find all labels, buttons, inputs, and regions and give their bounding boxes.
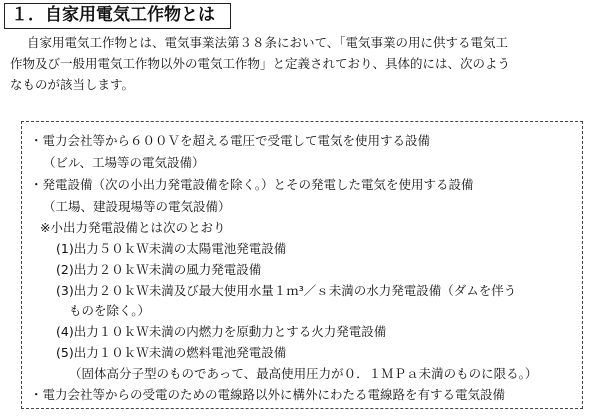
list-item: (5)出力１０ｋＷ未満の燃料電池発電設備 <box>56 345 287 360</box>
list-item: (3)出力２０ｋＷ未満及び最大使用水量１ｍ³／ｓ未満の水力発電設備（ダムを伴う <box>56 283 517 298</box>
list-item: （工場、建設現場等の電気設備） <box>43 199 231 214</box>
intro-line: 自家用電気工作物とは、電気事業法第３８条において、「電気事業の用に供する電気工 <box>27 35 509 50</box>
list-item: (1)出力５０ｋＷ未満の太陽電池発電設備 <box>56 241 287 256</box>
list-item: ※小出力発電設備とは次のとおり <box>40 220 226 235</box>
definition-box <box>21 121 583 409</box>
list-item: （ビル、工場等の電気設備） <box>43 155 205 170</box>
intro-line: 作物及び一般用電気工作物以外の電気工作物」と定義されており、具体的には、次のよう <box>10 56 511 71</box>
page-title: １．自家用電気工作物とは <box>4 3 231 29</box>
list-item: ・電力会社等から６００Ｖを超える電圧で受電して電気を使用する設備 <box>30 133 431 148</box>
intro-paragraph <box>10 32 580 95</box>
list-item: (4)出力１０ｋＷ未満の内燃力を原動力とする火力発電設備 <box>56 324 387 339</box>
list-item: ・電力会社等からの受電のための電線路以外に構外にわたる電線路を有する電気設備 <box>30 387 506 402</box>
list-item: ものを除く。） <box>69 303 151 318</box>
list-item: (2)出力２０ｋＷ未満の風力発電設備 <box>56 262 262 277</box>
list-item: ・発電設備（次の小出力発電設備を除く。）とその発電した電気を使用する設備 <box>30 177 474 192</box>
intro-line: なものが該当します。 <box>10 77 135 92</box>
list-item: （固体高分子型のものであって、最高使用圧力が０．１ＭＰａ未満のものに限る。） <box>69 366 538 381</box>
